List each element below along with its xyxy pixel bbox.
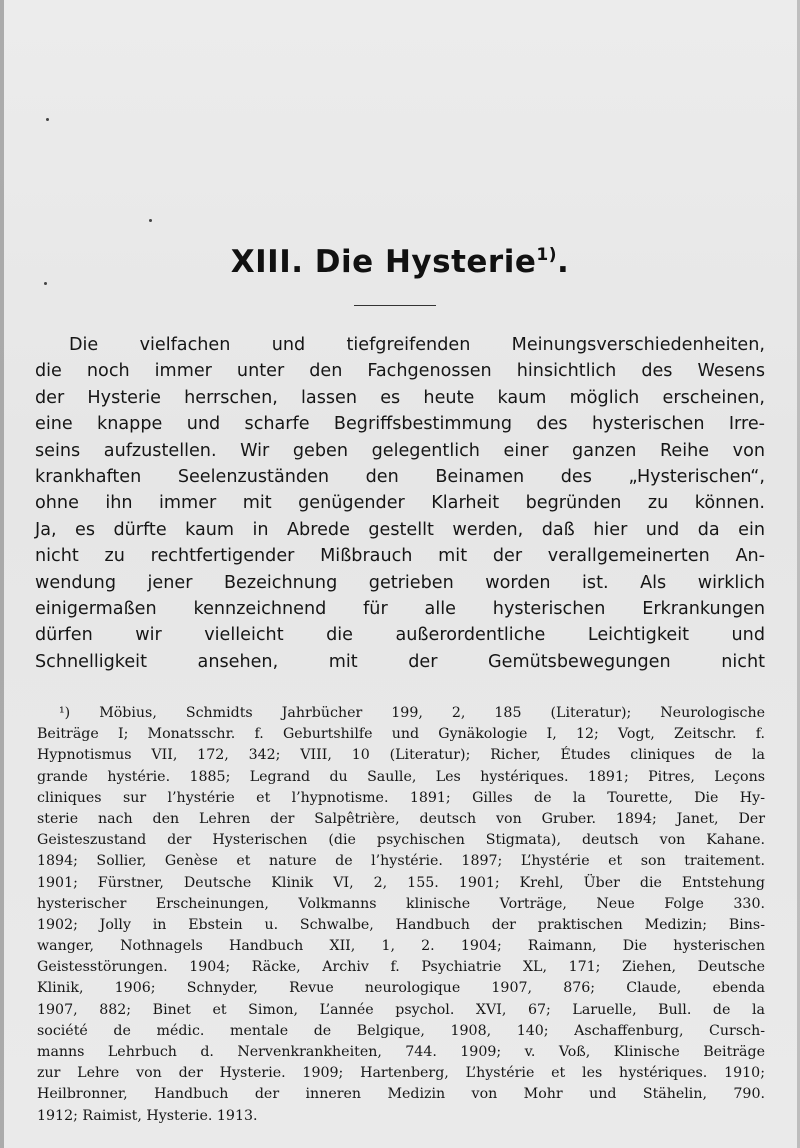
body-paragraph [35,332,765,675]
title-period: . [556,244,570,280]
ink-speck [44,282,47,285]
footnote-line: Klinik, 1906; Schnyder, Revue neurologique 1907, 876; Claude, ebenda [37,980,765,997]
footnote-line: ¹) Möbius, Schmidts Jahrbücher 199, 2, 185 (Literatur); Neurologische [59,705,765,721]
chapter-title-text: XIII. Die Hysterie [230,244,537,280]
ink-speck [149,219,152,222]
body-line: Ja, es dürfte kaum in Abrede gestellt werden, daß hier und da ein [35,519,765,540]
footnote-line: Geisteszustand der Hysterischen (die psychischen Stigmata), deutsch von Kahane. [37,832,765,849]
chapter-title [0,244,800,280]
body-line: eine knappe und scharfe Begriffsbestimmung des hysterischen Irre- [35,414,765,435]
page-edge-left [0,0,4,1148]
footnote-line: manns Lehrbuch d. Nervenkrankheiten, 744. 1909; v. Voß, Klinische Beiträge [37,1044,765,1060]
body-line: die noch immer unter den Fachgenossen hinsichtlich des Wesens [35,361,765,382]
footnote-line: 1902; Jolly in Ebstein u. Schwalbe, Handbuch der praktischen Medizin; Bins- [37,916,765,933]
body-line: seins aufzustellen. Wir geben gelegentlich einer ganzen Reihe von [35,440,765,461]
footnote-line: 1901; Fürstner, Deutsche Klinik VI, 2, 155. 1901; Krehl, Über die Entstehung [37,874,765,891]
body-line: der Hysterie herrschen, lassen es heute kaum möglich erscheinen, [35,387,765,408]
body-line: ohne ihn immer mit genügender Klarheit begründen zu können. [35,493,765,514]
footnote-line: Hypnotismus VII, 172, 342; VIII, 10 (Literatur); Richer, Études cliniques de la [37,747,765,764]
body-line: Die vielfachen und tiefgreifenden Meinungsverschiedenheiten, [69,335,765,355]
footnote-line: 1912; Raimist, Hysterie. 1913. [37,1107,258,1124]
body-line: einigermaßen kennzeichnend für alle hysterischen Erkrankungen [35,598,765,619]
footnote-line: zur Lehre von der Hysterie. 1909; Hartenberg, L’hystérie et les hystériques. 1910; [37,1065,765,1082]
footnote-line: hysterischer Erscheinungen, Volkmanns klinische Vorträge, Neue Folge 330. [37,895,765,912]
footnote-line: 1894; Sollier, Genèse et nature de l’hystérie. 1897; L’hystérie et son traitement. [37,853,765,870]
body-line: dürfen wir vielleicht die außerordentliche Leichtigkeit und [35,625,765,646]
footnote-line: société de médic. mentale de Belgique, 1908, 140; Aschaffenburg, Cursch- [37,1022,765,1039]
body-line: krankhaften Seelenzuständen den Beinamen des „Hysterischen“, [35,466,765,487]
footnote-line: cliniques sur l’hystérie et l’hypnotisme. 1891; Gilles de la Tourette, Die Hy- [37,789,765,806]
footnote-line: Heilbronner, Handbuch der inneren Medizin von Mohr und Stähelin, 790. [37,1086,765,1103]
body-line: nicht zu rechtfertigender Mißbrauch mit der verallgemeinerten An- [35,546,765,567]
footnote-line: sterie nach den Lehren der Salpêtrière, deutsch von Gruber. 1894; Janet, Der [37,810,765,827]
footnote-line: grande hystérie. 1885; Legrand du Saulle, Les hystériques. 1891; Pitres, Leçons [37,768,765,785]
footnote-line: Beiträge I; Monatsschr. f. Geburtshilfe und Gynäkologie I, 12; Vogt, Zeitschr. f. [37,726,765,743]
footnote-line: wanger, Nothnagels Handbuch XII, 1, 2. 1904; Raimann, Die hysterischen [37,938,765,955]
footnote-line: Geistesstörungen. 1904; Räcke, Archiv f. Psychiatrie XL, 171; Ziehen, Deutsche [37,959,765,976]
title-rule [354,305,436,306]
ink-speck [46,118,49,121]
footnote [37,703,765,1127]
body-line: Schnelligkeit ansehen, mit der Gemütsbewegungen nicht [35,651,765,672]
title-footnote-mark: 1) [536,245,557,265]
body-line: wendung jener Bezeichnung getrieben worden ist. Als wirklich [35,572,765,593]
footnote-line: 1907, 882; Binet et Simon, L’année psychol. XVI, 67; Laruelle, Bull. de la [37,1001,765,1018]
